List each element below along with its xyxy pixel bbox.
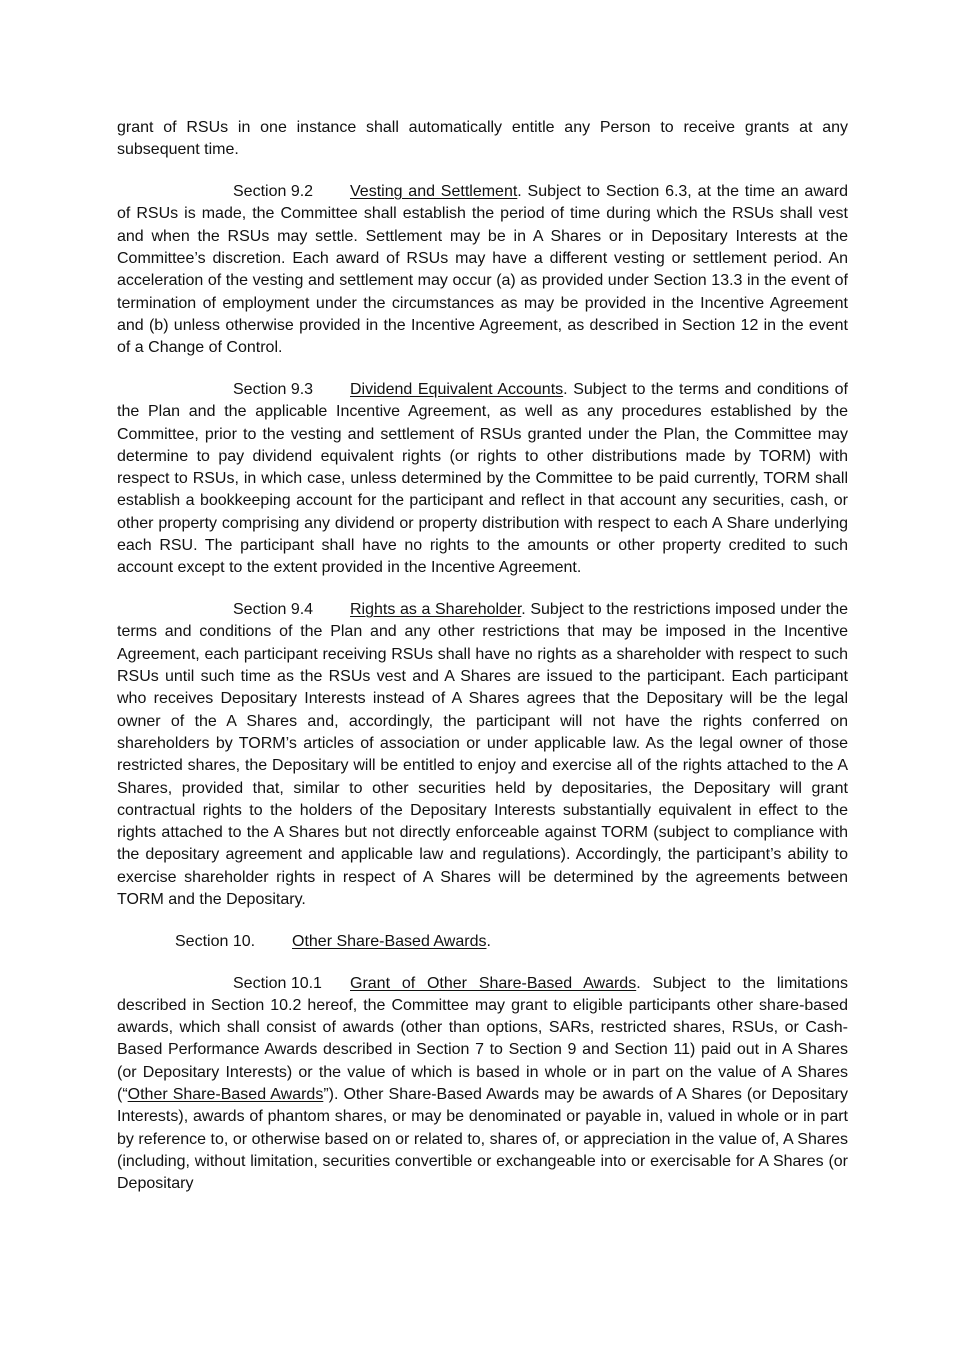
- section-10-heading: Section 10. Other Share-Based Awards.: [117, 931, 848, 953]
- section-number: Section 9.4: [233, 601, 314, 619]
- section-body: . Subject to the restrictions imposed under the terms and conditions of the Plan and any other restrictions that may be imposed in the Incentive Agreement, each participant receiving RSUs shall have no rights as a shareholder with respect to such RSUs until such time as the RSUs vest and A Shares are issued to the participant. Each participant who receives Depositary Interests instead of A Shares agrees that the Depositary will be the legal owner of the A Shares and, accordingly, the participant will not have the rights conferred on shareholders by TORM’s articles of association or under applicable law. As the legal owner of those restricted shares, the Depositary will be entitled to enjoy and exercise all of the rights attached to the A Shares, provided that, similar to other securities held by depositaries, the Depositary will grant contractual rights to the holders of the Depositary Interests substantially equivalent in effect to the rights attached to the A Shares but not directly enforceable against TORM (subject to compliance with the depositary agreement and applicable law and regulations). Accordingly, the participant’s ability to exercise shareholder rights in respect of A Shares will be determined by the agreements between TORM and the Depositary.: [117, 601, 848, 908]
- section-title: Grant of Other Share-Based Awards: [350, 974, 637, 992]
- defined-term: Other Share-Based Awards: [127, 1086, 324, 1104]
- section-number: Section 10.: [175, 932, 256, 950]
- section-title: Other Share-Based Awards: [292, 932, 487, 950]
- section-number: Section 9.3: [233, 380, 314, 398]
- section-9-3: [117, 379, 848, 580]
- continued-paragraph: grant of RSUs in one instance shall automatically entitle any Person to receive grants at any subsequent time.: [117, 119, 848, 159]
- section-9-4: [117, 599, 848, 911]
- section-10-1: [117, 973, 848, 1196]
- section-body: . Subject to the terms and conditions of the Plan and the applicable Incentive Agreement, as well as any procedures established by the Committee, prior to the vesting and settlement of RSUs granted under the Plan, the Committee may determine to pay dividend equivalent rights (or rights to other distributions made by TORM) with respect to RSUs, in which case, unless determined by the Committee to be paid currently, TORM shall establish a bookkeeping account for the participant and reflect in that account any securities, cash, or other property comprising any dividend or property distribution with respect to each A Share underlying each RSU. The participant shall have no rights to the amounts or other property credited to such account except to the extent provided in the Incentive Agreement.: [117, 380, 848, 577]
- section-9-2: [117, 181, 848, 359]
- section-title: Dividend Equivalent Accounts: [350, 380, 564, 398]
- section-number: Section 10.1: [233, 974, 322, 992]
- section-title: Rights as a Shareholder: [350, 601, 522, 619]
- section-number: Section 9.2: [233, 183, 314, 201]
- section-title: Vesting and Settlement: [350, 183, 518, 201]
- section-body: . Subject to the limitations described in Section 10.2 hereof, the Committee may grant to eligible participants other share-based awards, which shall consist of awards (other than options, SARs, restricted shares, RSUs, or Cash-Based Performance Awards described in Section 7 to Section 9 and Section 11) paid out in A Shares (or Depositary Interests) or the value of which is based in whole or in part on the value of A Shares (“: [117, 974, 848, 1104]
- section-body: . Subject to Section 6.3, at the time an award of RSUs is made, the Committee shall establish the period of time during which the RSUs shall vest and when the RSUs may settle. Settlement may be in A Shares or in Depositary Interests at the Committee’s discretion. Each award of RSUs may have a different vesting or settlement period. An acceleration of the vesting and settlement may occur (a) as provided under Section 13.3 in the event of termination of employment under the circumstances as may be provided in the Incentive Agreement and (b) unless otherwise provided in the Incentive Agreement, as described in Section 12 in the event of a Change of Control.: [117, 183, 849, 357]
- document-page: [117, 117, 848, 1215]
- section-body-cont: ”). Other Share-Based Awards may be awards of A Shares (or Depositary Interests), awards of phantom shares, or may be denominated or payable in, valued in whole or in part by reference to, or otherwise based on or related to, shares of, or appreciation in the value of, A Shares (including, without limitation, securities convertible or exchangeable into or exercisable for A Shares (or Depositary: [117, 1086, 848, 1193]
